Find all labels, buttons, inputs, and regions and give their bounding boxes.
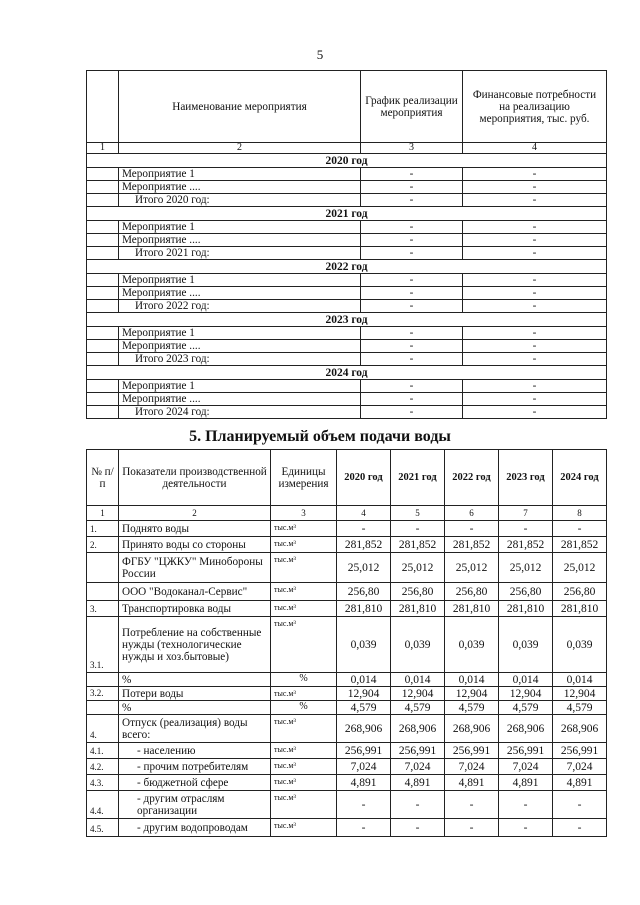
- table2-value-cell: 268,906: [553, 715, 607, 743]
- table2-value-cell: 256,991: [499, 743, 553, 759]
- table1-schedule-cell: -: [361, 287, 463, 300]
- table1-schedule-cell: -: [361, 340, 463, 353]
- table2-value-cell: 281,852: [445, 537, 499, 553]
- table2-value-cell: -: [553, 791, 607, 819]
- table2-colnum-cell: 4: [337, 506, 391, 521]
- table2-row: [87, 673, 607, 687]
- table1-row: [87, 221, 607, 234]
- table2-row: [87, 775, 607, 791]
- table1-measure-name: Мероприятие 1: [119, 168, 361, 181]
- table1-schedule-cell: -: [361, 194, 463, 207]
- table2-index-cell: [87, 583, 119, 601]
- table2-value-cell: 268,906: [391, 715, 445, 743]
- table2-value-cell: 256,80: [553, 583, 607, 601]
- table2-unit-cell: тыс.м³: [271, 791, 337, 819]
- table1-measure-name: Итого 2020 год:: [119, 194, 361, 207]
- table1-cell: [87, 327, 119, 340]
- table2-unit-cell: тыс.м³: [271, 715, 337, 743]
- table1-year-row: [87, 366, 607, 380]
- table1-cell: [87, 274, 119, 287]
- table2-row: [87, 819, 607, 837]
- table2-value-cell: 256,991: [553, 743, 607, 759]
- table1-row: [87, 406, 607, 419]
- table2-indicator-name: Потери воды: [119, 687, 271, 701]
- table2-value-cell: -: [391, 819, 445, 837]
- table1-schedule-cell: -: [361, 181, 463, 194]
- table1-finance-cell: -: [463, 287, 607, 300]
- table2-value-cell: 12,904: [391, 687, 445, 701]
- table2-value-cell: 281,810: [337, 601, 391, 617]
- table1-row: [87, 287, 607, 300]
- table2-value-cell: 7,024: [391, 759, 445, 775]
- table2-value-cell: -: [445, 791, 499, 819]
- table1-schedule-cell: -: [361, 168, 463, 181]
- table2-index-cell: 4.: [87, 715, 119, 743]
- table1-colnum-cell: 2: [119, 143, 361, 154]
- table2-row: [87, 537, 607, 553]
- table1-finance-cell: -: [463, 181, 607, 194]
- table1-measure-name: Мероприятие 1: [119, 221, 361, 234]
- table2-indicator-name: - населению: [119, 743, 271, 759]
- table2-value-cell: 0,014: [337, 673, 391, 687]
- table2-indicator-name: ФГБУ "ЦЖКУ" Минобороны России: [119, 553, 271, 583]
- table2-value-cell: -: [553, 521, 607, 537]
- table2-row: [87, 791, 607, 819]
- table2-value-cell: 256,991: [337, 743, 391, 759]
- table2-indicator-name: Принято воды со стороны: [119, 537, 271, 553]
- table1-finance-cell: -: [463, 274, 607, 287]
- table2-value-cell: 0,014: [553, 673, 607, 687]
- table2-value-cell: 7,024: [553, 759, 607, 775]
- table2-row: [87, 617, 607, 673]
- table1-colnum-cell: 4: [463, 143, 607, 154]
- table1-cell: [87, 406, 119, 419]
- table2-index-cell: 4.5.: [87, 819, 119, 837]
- table1-cell: [87, 247, 119, 260]
- table2-indicator-name: ООО "Водоканал-Сервис": [119, 583, 271, 601]
- table2-value-cell: 25,012: [445, 553, 499, 583]
- table1-header-cell: Финансовые потребности на реализацию мероприятия, тыс. руб.: [463, 71, 607, 143]
- table1-measure-name: Мероприятие ....: [119, 340, 361, 353]
- table2-row: [87, 553, 607, 583]
- table2-header-cell: № п/п: [87, 450, 119, 506]
- table2-unit-cell: тыс.м³: [271, 743, 337, 759]
- table1-cell: [87, 353, 119, 366]
- table1-year-heading: 2023 год: [87, 313, 607, 327]
- table2-indicator-name: Потребление на собственные нужды (технологические нужды и хоз.бытовые): [119, 617, 271, 673]
- table2-value-cell: 25,012: [337, 553, 391, 583]
- table1-row: [87, 300, 607, 313]
- table2-value-cell: 256,991: [445, 743, 499, 759]
- table2-header-cell: 2021 год: [391, 450, 445, 506]
- table2-value-cell: 4,891: [553, 775, 607, 791]
- table1-finance-cell: -: [463, 194, 607, 207]
- table2-value-cell: 281,852: [337, 537, 391, 553]
- table2-value-cell: -: [337, 521, 391, 537]
- table2-value-cell: -: [499, 521, 553, 537]
- table2-value-cell: 281,852: [391, 537, 445, 553]
- table1-row: [87, 340, 607, 353]
- table2-unit-cell: тыс.м³: [271, 553, 337, 583]
- table2-value-cell: 4,891: [445, 775, 499, 791]
- table1-header-cell: Наименование мероприятия: [119, 71, 361, 143]
- table2-index-cell: 4.3.: [87, 775, 119, 791]
- table1-year-row: [87, 260, 607, 274]
- table1-schedule-cell: -: [361, 353, 463, 366]
- table2-index-cell: 4.4.: [87, 791, 119, 819]
- table2-unit-cell: %: [271, 673, 337, 687]
- table2-value-cell: -: [391, 791, 445, 819]
- table2-value-cell: 281,810: [391, 601, 445, 617]
- table2-value-cell: 4,579: [391, 701, 445, 715]
- table1-year-heading: 2020 год: [87, 154, 607, 168]
- table1-schedule-cell: -: [361, 380, 463, 393]
- table2-header-cell: 2020 год: [337, 450, 391, 506]
- table2-value-cell: 12,904: [553, 687, 607, 701]
- table2-unit-cell: тыс.м³: [271, 601, 337, 617]
- table2-value-cell: 268,906: [445, 715, 499, 743]
- table1-year-heading: 2022 год: [87, 260, 607, 274]
- table1-finance-cell: -: [463, 168, 607, 181]
- table1-row: [87, 327, 607, 340]
- table2-row: [87, 715, 607, 743]
- table2-indicator-name: - другим отраслям организации: [119, 791, 271, 819]
- table2-value-cell: 281,852: [499, 537, 553, 553]
- table1-finance-cell: -: [463, 406, 607, 419]
- table2-value-cell: -: [445, 819, 499, 837]
- table2-value-cell: -: [499, 791, 553, 819]
- water-supply-table: [86, 449, 607, 837]
- table2-value-cell: 0,014: [391, 673, 445, 687]
- table1-cell: [87, 380, 119, 393]
- table2-value-cell: 281,810: [553, 601, 607, 617]
- table2-row: [87, 601, 607, 617]
- table2-unit-cell: тыс.м³: [271, 819, 337, 837]
- table1-row: [87, 353, 607, 366]
- table2-value-cell: 256,80: [499, 583, 553, 601]
- table2-value-cell: 281,852: [553, 537, 607, 553]
- table2-indicator-name: %: [119, 673, 271, 687]
- table1-finance-cell: -: [463, 221, 607, 234]
- table2-indicator-name: Поднято воды: [119, 521, 271, 537]
- table2-row: [87, 759, 607, 775]
- table1-row: [87, 234, 607, 247]
- table2-indicator-name: Отпуск (реализация) воды всего:: [119, 715, 271, 743]
- table2-value-cell: 7,024: [337, 759, 391, 775]
- table2-indicator-name: %: [119, 701, 271, 715]
- table1-measure-name: Мероприятие ....: [119, 393, 361, 406]
- table2-value-cell: 4,891: [391, 775, 445, 791]
- table1-measure-name: Мероприятие 1: [119, 327, 361, 340]
- table2-row: [87, 701, 607, 715]
- table1-cell: [87, 181, 119, 194]
- table1-cell: [87, 300, 119, 313]
- table1-row: [87, 247, 607, 260]
- table1-finance-cell: -: [463, 340, 607, 353]
- table2-colnum-cell: 3: [271, 506, 337, 521]
- table1-finance-cell: -: [463, 353, 607, 366]
- table1-header-cell: График реализации мероприятия: [361, 71, 463, 143]
- table2-value-cell: 0,039: [553, 617, 607, 673]
- table1-year-heading: 2024 год: [87, 366, 607, 380]
- table1-cell: [87, 340, 119, 353]
- table2-value-cell: -: [499, 819, 553, 837]
- table2-unit-cell: %: [271, 701, 337, 715]
- table2-value-cell: 25,012: [499, 553, 553, 583]
- table2-colnum-cell: 2: [119, 506, 271, 521]
- table2-value-cell: 281,810: [445, 601, 499, 617]
- table2-unit-cell: тыс.м³: [271, 617, 337, 673]
- table1-cell: [87, 168, 119, 181]
- table2-value-cell: 268,906: [337, 715, 391, 743]
- table2-index-cell: 4.2.: [87, 759, 119, 775]
- table2-value-cell: 256,80: [445, 583, 499, 601]
- table2-value-cell: 0,014: [499, 673, 553, 687]
- table2-index-cell: 1.: [87, 521, 119, 537]
- table1-schedule-cell: -: [361, 327, 463, 340]
- table1-colnum-row: [87, 143, 607, 154]
- table2-value-cell: 256,991: [391, 743, 445, 759]
- table2-value-cell: 4,579: [445, 701, 499, 715]
- table1-measure-name: Мероприятие ....: [119, 234, 361, 247]
- table2-value-cell: 0,039: [391, 617, 445, 673]
- table1-schedule-cell: -: [361, 234, 463, 247]
- table2-value-cell: 12,904: [337, 687, 391, 701]
- table1-finance-cell: -: [463, 380, 607, 393]
- table2-value-cell: 4,579: [337, 701, 391, 715]
- table2-value-cell: 0,014: [445, 673, 499, 687]
- measures-table: [86, 70, 607, 419]
- table2-value-cell: -: [337, 819, 391, 837]
- table1-row: [87, 181, 607, 194]
- table2-unit-cell: тыс.м³: [271, 583, 337, 601]
- table2-unit-cell: тыс.м³: [271, 687, 337, 701]
- page-number: 5: [316, 47, 324, 62]
- table1-measure-name: Мероприятие ....: [119, 181, 361, 194]
- table2-indicator-name: - прочим потребителям: [119, 759, 271, 775]
- table1-finance-cell: -: [463, 300, 607, 313]
- table2-colnum-cell: 5: [391, 506, 445, 521]
- table1-cell: [87, 287, 119, 300]
- table2-row: [87, 687, 607, 701]
- table1-year-row: [87, 313, 607, 327]
- table2-row: [87, 521, 607, 537]
- table2-value-cell: 7,024: [499, 759, 553, 775]
- table1-year-row: [87, 154, 607, 168]
- table2-value-cell: 256,80: [337, 583, 391, 601]
- table1-measure-name: Итого 2022 год:: [119, 300, 361, 313]
- table2-unit-cell: тыс.м³: [271, 537, 337, 553]
- table1-row: [87, 393, 607, 406]
- table1-row: [87, 168, 607, 181]
- table1-row: [87, 380, 607, 393]
- table1-finance-cell: -: [463, 247, 607, 260]
- table2-index-cell: 3.: [87, 601, 119, 617]
- table1-cell: [87, 221, 119, 234]
- table2-indicator-name: - другим водопроводам: [119, 819, 271, 837]
- table2-index-cell: 3.2.: [87, 687, 119, 701]
- table1-schedule-cell: -: [361, 274, 463, 287]
- table2-value-cell: -: [391, 521, 445, 537]
- table2-colnum-row: [87, 506, 607, 521]
- table2-unit-cell: тыс.м³: [271, 775, 337, 791]
- table2-colnum-cell: 8: [553, 506, 607, 521]
- table1-schedule-cell: -: [361, 393, 463, 406]
- table1-finance-cell: -: [463, 393, 607, 406]
- table1-header-row: [87, 71, 607, 143]
- table2-value-cell: -: [445, 521, 499, 537]
- table1-measure-name: Мероприятие 1: [119, 380, 361, 393]
- table1-finance-cell: -: [463, 327, 607, 340]
- table1-year-heading: 2021 год: [87, 207, 607, 221]
- table2-value-cell: 4,579: [553, 701, 607, 715]
- table2-index-cell: 3.1.: [87, 617, 119, 673]
- table2-value-cell: 25,012: [391, 553, 445, 583]
- table2-header-cell: 2024 год: [553, 450, 607, 506]
- table1-colnum-cell: 3: [361, 143, 463, 154]
- table1-schedule-cell: -: [361, 406, 463, 419]
- table2-value-cell: 4,579: [499, 701, 553, 715]
- table2-unit-cell: тыс.м³: [271, 759, 337, 775]
- table1-measure-name: Итого 2024 год:: [119, 406, 361, 419]
- table1-measure-name: Итого 2021 год:: [119, 247, 361, 260]
- table1-measure-name: Мероприятие 1: [119, 274, 361, 287]
- table2-colnum-cell: 1: [87, 506, 119, 521]
- table2-value-cell: 268,906: [499, 715, 553, 743]
- table1-colnum-cell: 1: [87, 143, 119, 154]
- table2-index-cell: [87, 673, 119, 687]
- table2-index-cell: [87, 701, 119, 715]
- table2-colnum-cell: 7: [499, 506, 553, 521]
- table2-value-cell: 4,891: [499, 775, 553, 791]
- table2-indicator-name: - бюджетной сфере: [119, 775, 271, 791]
- table2-value-cell: -: [553, 819, 607, 837]
- table2-indicator-name: Транспортировка воды: [119, 601, 271, 617]
- table1-header-cell: [87, 71, 119, 143]
- table2-value-cell: 256,80: [391, 583, 445, 601]
- table2-value-cell: 7,024: [445, 759, 499, 775]
- table2-index-cell: 4.1.: [87, 743, 119, 759]
- table2-value-cell: 25,012: [553, 553, 607, 583]
- table2-header-cell: Единицы измерения: [271, 450, 337, 506]
- table2-unit-cell: тыс.м³: [271, 521, 337, 537]
- table2-header-row: [87, 450, 607, 506]
- table1-row: [87, 274, 607, 287]
- table2-value-cell: 4,891: [337, 775, 391, 791]
- table2-value-cell: 12,904: [445, 687, 499, 701]
- table1-cell: [87, 393, 119, 406]
- table2-value-cell: -: [337, 791, 391, 819]
- table1-cell: [87, 234, 119, 247]
- table2-index-cell: [87, 553, 119, 583]
- table2-value-cell: 12,904: [499, 687, 553, 701]
- table1-schedule-cell: -: [361, 221, 463, 234]
- table2-value-cell: 0,039: [445, 617, 499, 673]
- table1-cell: [87, 194, 119, 207]
- table2-header-cell: 2022 год: [445, 450, 499, 506]
- table2-colnum-cell: 6: [445, 506, 499, 521]
- table2-index-cell: 2.: [87, 537, 119, 553]
- table2-header-cell: Показатели производственной деятельности: [119, 450, 271, 506]
- table1-year-row: [87, 207, 607, 221]
- section-title: 5. Планируемый объем подачи воды: [189, 428, 451, 445]
- table1-measure-name: Итого 2023 год:: [119, 353, 361, 366]
- table2-row: [87, 583, 607, 601]
- table1-finance-cell: -: [463, 234, 607, 247]
- table2-header-cell: 2023 год: [499, 450, 553, 506]
- table2-value-cell: 281,810: [499, 601, 553, 617]
- table2-row: [87, 743, 607, 759]
- table1-schedule-cell: -: [361, 247, 463, 260]
- table1-row: [87, 194, 607, 207]
- table2-value-cell: 0,039: [499, 617, 553, 673]
- table1-schedule-cell: -: [361, 300, 463, 313]
- table1-measure-name: Мероприятие ....: [119, 287, 361, 300]
- table2-value-cell: 0,039: [337, 617, 391, 673]
